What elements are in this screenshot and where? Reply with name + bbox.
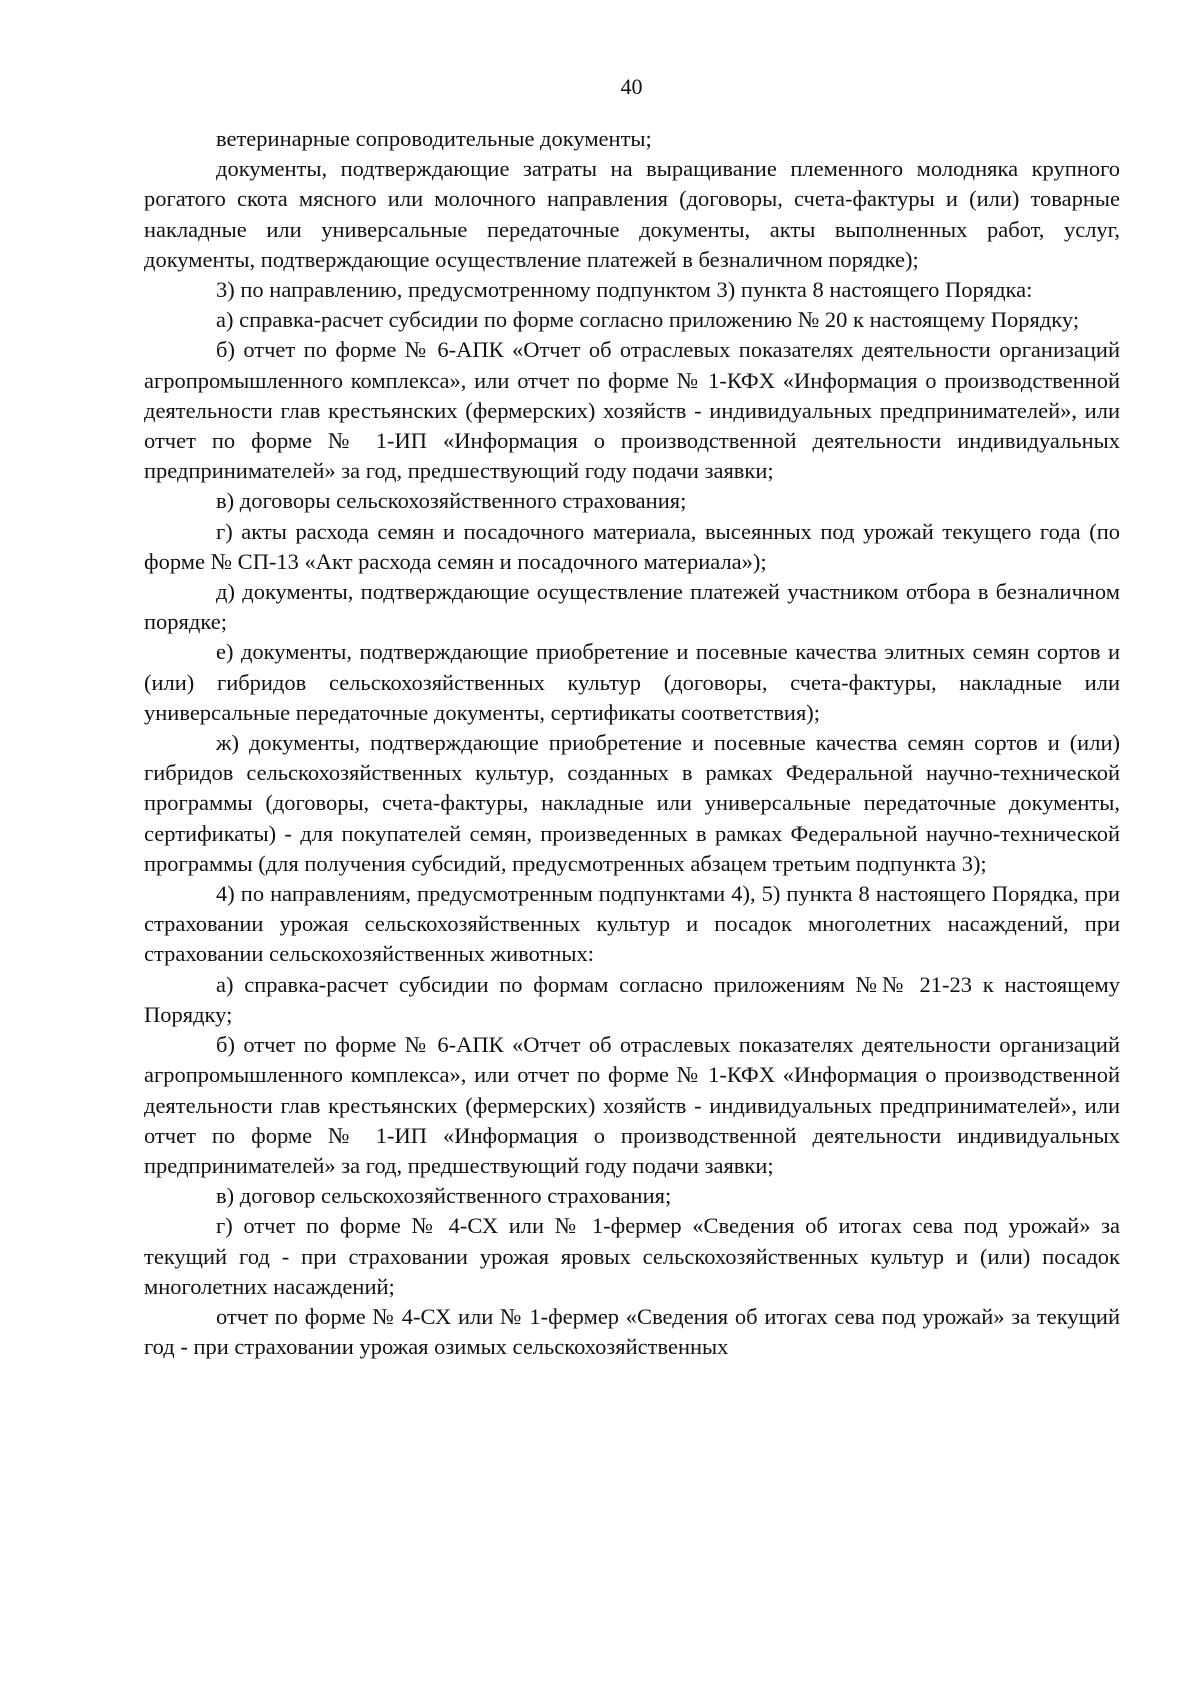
paragraph: ж) документы, подтверждающие приобретение и посевные качества семян сортов и (или) гибридов сельскохозяйственных культур, созданных в рамках Федеральной научно-технической программы (договоры, счета-фактуры, накладные или универсальные передаточные документы, сертификаты) - для покупателей семян, произведенных в рамках Федеральной научно-технической программы (для получения субсидий, предусмотренных абзацем третьим подпункта 3); [144, 730, 1120, 876]
paragraph: б) отчет по форме № 6-АПК «Отчет об отраслевых показателях деятельности организаций агропромышленного комплекса», или отчет по форме № 1-КФХ «Информация о производственной деятельности глав крестьянских (фермерских) хозяйств - индивидуальных предпринимателей», или отчет по форме № 1-ИП «Информация о производственной деятельности индивидуальных предпринимателей» за год, предшествующий году подачи заявки; [144, 1032, 1120, 1178]
paragraph: 3) по направлению, предусмотренному подпунктом 3) пункта 8 настоящего Порядка: [216, 277, 1033, 303]
paragraph: отчет по форме № 4-СХ или № 1-фермер «Сведения об итогах сева под урожай» за текущий год - при страховании урожая озимых сельскохозяйственных [144, 1303, 1120, 1360]
paragraph: г) акты расхода семян и посадочного материала, высеянных под урожай текущего года (по форме № СП-13 «Акт расхода семян и посадочного материала»); [144, 518, 1120, 574]
document-body [144, 124, 1120, 1362]
paragraph: е) документы, подтверждающие приобретение и посевные качества элитных семян сортов и (или) гибридов сельскохозяйственных культур (договоры, счета-фактуры, накладные или универсальные передаточные документы, сертификаты соответствия); [144, 639, 1120, 725]
paragraph: д) документы, подтверждающие осуществление платежей участником отбора в безналичном порядке; [144, 579, 1120, 635]
paragraph: ветеринарные сопроводительные документы; [216, 126, 652, 151]
paragraph: а) справка-расчет субсидии по форме согласно приложению № 20 к настоящему Порядку; [216, 307, 1080, 333]
paragraph: в) договоры сельскохозяйственного страхования; [216, 488, 687, 514]
paragraph: а) справка-расчет субсидии по формам согласно приложениям №№ 21-23 к настоящему Порядку; [144, 971, 1120, 1027]
paragraph: в) договор сельскохозяйственного страхования; [216, 1183, 672, 1209]
paragraph: документы, подтверждающие затраты на выращивание племенного молодняка крупного рогатого скота мясного или молочного направления (договоры, счета-фактуры и (или) товарные накладные или универсальные передаточные документы, акты выполненных работ, услуг, документы, подтверждающие осуществление платежей в безналичном порядке); [144, 156, 1120, 272]
paragraph: 4) по направлениям, предусмотренным подпунктами 4), 5) пункта 8 настоящего Порядка, при страховании урожая сельскохозяйственных культур и посадок многолетних насаждений, при страховании сельскохозяйственных животных: [144, 881, 1120, 967]
paragraph: г) отчет по форме № 4-СХ или № 1-фермер «Сведения об итогах сева под урожай» за текущий год - при страховании урожая яровых сельскохозяйственных культур и (или) посадок многолетних насаждений; [144, 1213, 1120, 1299]
paragraph: б) отчет по форме № 6-АПК «Отчет об отраслевых показателях деятельности организаций агропромышленного комплекса», или отчет по форме № 1-КФХ «Информация о производственной деятельности глав крестьянских (фермерских) хозяйств - индивидуальных предпринимателей», или отчет по форме № 1-ИП «Информация о производственной деятельности индивидуальных предпринимателей» за год, предшествующий году подачи заявки; [144, 337, 1120, 484]
page-number: 40 [620, 74, 643, 99]
